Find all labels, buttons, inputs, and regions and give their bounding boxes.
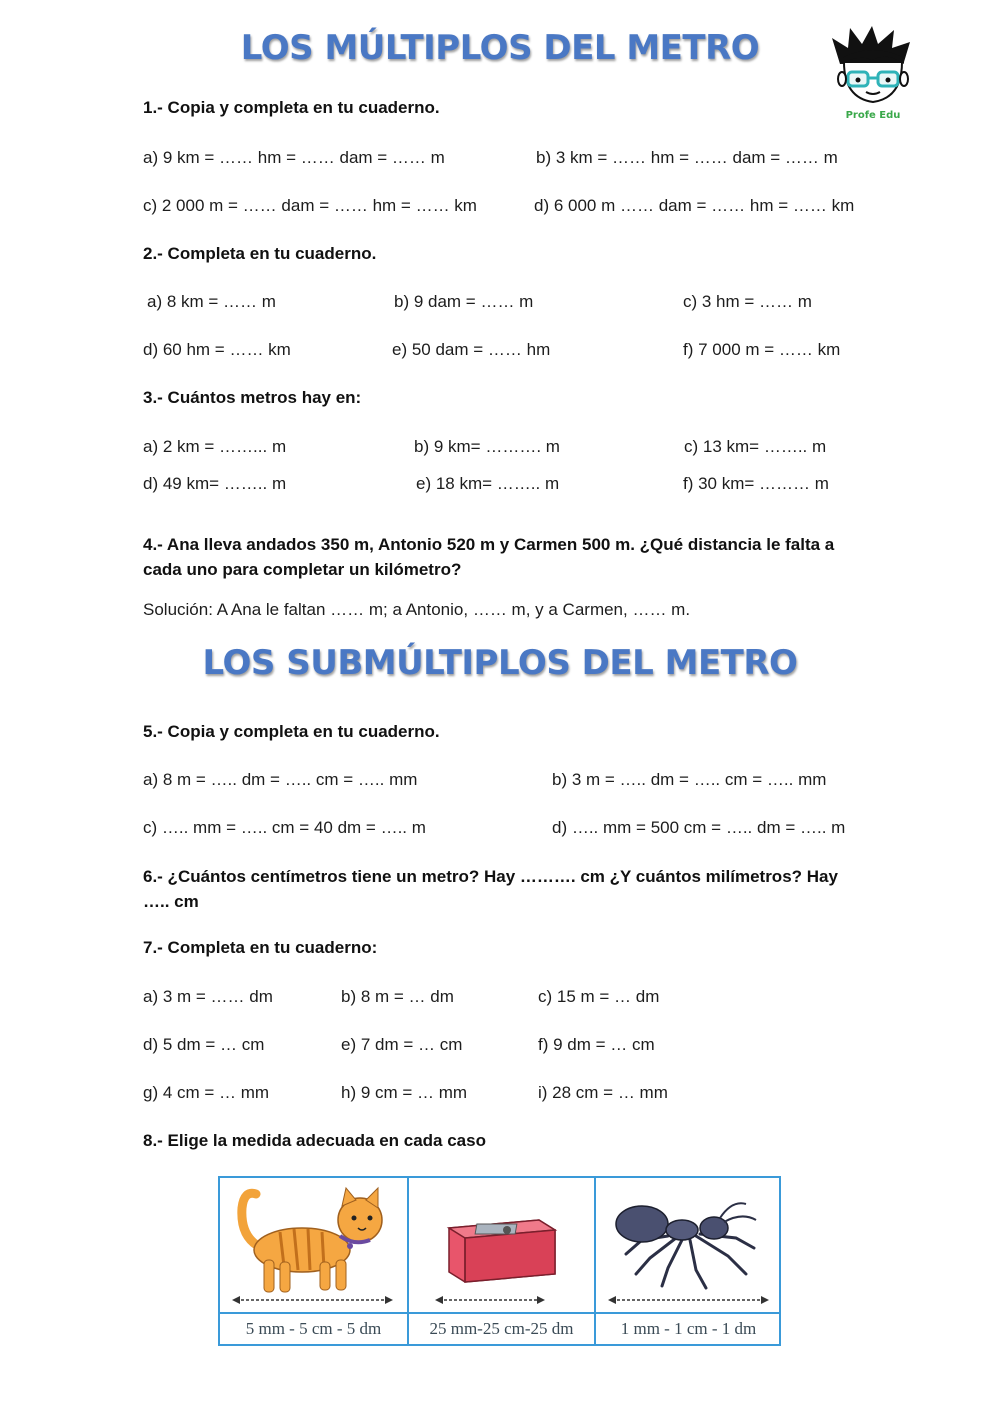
question-5-heading: 5.- Copia y completa en tu cuaderno. <box>143 722 440 741</box>
ant-icon <box>596 1178 781 1310</box>
q7-item-e: e) 7 dm = … cm <box>341 1035 463 1054</box>
q1-item-d: d) 6 000 m …… dam = …… hm = …… km <box>534 196 855 215</box>
q3-item-a: a) 2 km = ……... m <box>143 437 287 456</box>
q7-item-b: b) 8 m = … dm <box>341 987 454 1006</box>
q5-item-d: d) ….. mm = 500 cm = ….. dm = ….. m <box>552 818 846 837</box>
q2-item-e: e) 50 dam = …… hm <box>392 340 551 359</box>
q2-item-c: c) 3 hm = …… m <box>683 292 812 311</box>
q2-item-f: f) 7 000 m = …… km <box>683 340 841 359</box>
measurement-choice-table <box>218 1176 781 1346</box>
option-label-sharpener: 25 mm-25 cm-25 dm <box>429 1319 574 1338</box>
q7-item-d: d) 5 dm = … cm <box>143 1035 265 1054</box>
q7-item-c: c) 15 m = … dm <box>538 987 660 1006</box>
question-1-heading: 1.- Copia y completa en tu cuaderno. <box>143 98 440 117</box>
option-cell-ant <box>594 1178 781 1344</box>
question-4-heading: 4.- Ana lleva andados 350 m, Antonio 520 m y Carmen 500 m. ¿Qué distancia le falta a cada uno para completar un kilómetro? <box>143 535 835 579</box>
q1-item-c: c) 2 000 m = …… dam = …… hm = …… km <box>143 196 477 215</box>
question-6: 6.- ¿Cuántos centímetros tiene un metro? Hay ………. cm ¿Y cuántos milímetros? Hay ….. cm <box>143 867 838 911</box>
cat-icon <box>220 1178 405 1310</box>
q1-item-a: a) 9 km = …… hm = …… dam = …… m <box>143 148 445 167</box>
q7-item-h: h) 9 cm = … mm <box>341 1083 468 1102</box>
page-title-multiples: LOS MÚLTIPLOS DEL METRO <box>240 28 760 68</box>
q5-item-a: a) 8 m = ….. dm = ….. cm = ….. mm <box>143 770 418 789</box>
q3-item-d: d) 49 km= …….. m <box>143 474 287 493</box>
q3-item-b: b) 9 km= ………. m <box>414 437 560 456</box>
cell-image <box>596 1178 781 1314</box>
option-label-cat: 5 mm - 5 cm - 5 dm <box>245 1319 382 1338</box>
q4-solution: Solución: A Ana le faltan …… m; a Antonio, …… m, y a Carmen, …… m. <box>143 600 691 619</box>
q3-item-c: c) 13 km= …….. m <box>684 437 827 456</box>
question-7-heading: 7.- Completa en tu cuaderno: <box>143 938 378 957</box>
sharpener-icon <box>409 1178 594 1310</box>
cell-image <box>409 1178 594 1314</box>
logo-text: Profe Edu <box>845 110 901 121</box>
cell-image <box>220 1178 407 1314</box>
question-8-heading: 8.- Elige la medida adecuada en cada caso <box>143 1131 486 1150</box>
question-3-heading: 3.- Cuántos metros hay en: <box>143 388 362 407</box>
question-2-heading: 2.- Completa en tu cuaderno. <box>143 244 377 263</box>
q7-item-g: g) 4 cm = … mm <box>143 1083 270 1102</box>
q2-item-b: b) 9 dam = …… m <box>394 292 534 311</box>
q2-item-a: a) 8 km = …… m <box>147 292 276 311</box>
page-title-submultiples: LOS SUBMÚLTIPLOS DEL METRO <box>202 643 798 683</box>
q7-item-a: a) 3 m = …… dm <box>143 987 273 1006</box>
option-cell-sharpener <box>407 1178 594 1344</box>
q2-item-d: d) 60 hm = …… km <box>143 340 291 359</box>
q1-item-b: b) 3 km = …… hm = …… dam = …… m <box>536 148 838 167</box>
q7-item-i: i) 28 cm = … mm <box>538 1083 668 1102</box>
q5-item-c: c) ….. mm = ….. cm = 40 dm = ….. m <box>143 818 426 837</box>
q3-item-f: f) 30 km= ……… m <box>683 474 829 493</box>
q3-item-e: e) 18 km= …….. m <box>416 474 560 493</box>
q7-item-f: f) 9 dm = … cm <box>538 1035 655 1054</box>
option-label-ant: 1 mm - 1 cm - 1 dm <box>620 1319 757 1338</box>
option-cell-cat <box>220 1178 407 1344</box>
profe-edu-logo <box>828 24 918 129</box>
boy-with-glasses-icon <box>828 24 918 110</box>
q5-item-b: b) 3 m = ….. dm = ….. cm = ….. mm <box>552 770 827 789</box>
